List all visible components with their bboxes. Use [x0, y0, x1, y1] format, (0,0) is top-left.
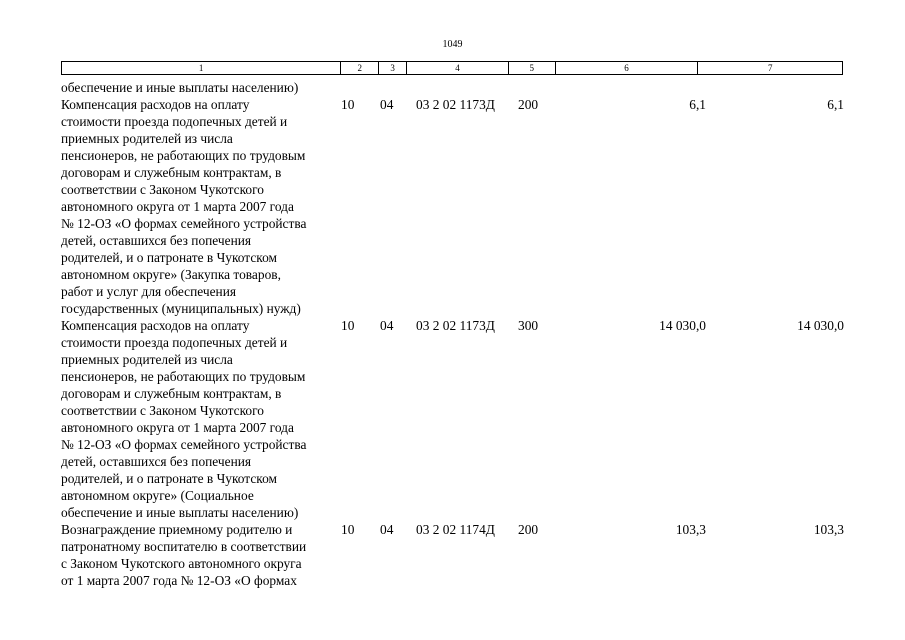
amount-column-6: 14 030,0	[659, 318, 706, 333]
target-article-code: 03 2 02 1174Д	[416, 522, 495, 537]
description-line: родителей, и о патронате в Чукотском	[61, 250, 278, 265]
table-rows	[61, 96, 851, 589]
description-line: договорам и служебным контрактам, в	[61, 165, 282, 180]
table-body	[61, 79, 851, 589]
description-line: Компенсация расходов на оплату	[61, 97, 250, 112]
description-line: Компенсация расходов на оплату	[61, 318, 250, 333]
amount-column-6: 6,1	[689, 97, 706, 112]
subsection-code: 04	[380, 318, 394, 333]
description-line: стоимости проезда подопечных детей и	[61, 114, 288, 129]
header-cell-1: 1	[62, 62, 341, 74]
section-code: 10	[341, 318, 355, 333]
description-line: от 1 марта 2007 года № 12-ОЗ «О формах	[61, 573, 297, 588]
amount-column-7: 6,1	[827, 97, 844, 112]
section-code: 10	[341, 97, 355, 112]
description-line: детей, оставшихся без попечения	[61, 454, 252, 469]
description-line: автономного округа от 1 марта 2007 года	[61, 199, 294, 214]
description-line: пенсионеров, не работающих по трудовым	[61, 148, 306, 163]
description-line: родителей, и о патронате в Чукотском	[61, 471, 278, 486]
table-header	[61, 61, 843, 75]
continuation-text: обеспечение и иные выплаты населению)	[61, 80, 299, 95]
amount-column-7: 103,3	[813, 522, 844, 537]
expense-type-code: 200	[518, 97, 539, 112]
header-cell-2: 2	[341, 62, 379, 74]
section-code: 10	[341, 522, 355, 537]
description-line: автономном округе» (Закупка товаров,	[61, 267, 281, 282]
description-line: № 12-ОЗ «О формах семейного устройства	[61, 216, 307, 231]
expense-type-code: 200	[518, 522, 539, 537]
header-cell-3: 3	[379, 62, 407, 74]
description-line: договорам и служебным контрактам, в	[61, 386, 282, 401]
header-cell-5: 5	[509, 62, 556, 74]
description-line: автономном округе» (Социальное	[61, 488, 254, 503]
description-line: № 12-ОЗ «О формах семейного устройства	[61, 437, 307, 452]
description-line: с Законом Чукотского автономного округа	[61, 556, 302, 571]
table-row	[61, 317, 843, 521]
subsection-code: 04	[380, 97, 394, 112]
header-cell-6: 6	[556, 62, 699, 74]
description-line: работ и услуг для обеспечения	[61, 284, 237, 299]
row-description	[61, 96, 345, 317]
description-line: соответствии с Законом Чукотского	[61, 403, 264, 418]
amount-column-7: 14 030,0	[797, 318, 844, 333]
target-article-code: 03 2 02 1173Д	[416, 318, 495, 333]
table-row	[61, 521, 843, 589]
description-line: стоимости проезда подопечных детей и	[61, 335, 288, 350]
page-number: 1049	[442, 39, 463, 50]
description-line: Вознаграждение приемному родителю и	[61, 522, 293, 537]
expense-type-code: 300	[518, 318, 539, 333]
header-cell-4: 4	[407, 62, 509, 74]
description-line: патронатному воспитателю в соответствии	[61, 539, 307, 554]
description-line: обеспечение и иные выплаты населению)	[61, 505, 299, 520]
description-line: автономного округа от 1 марта 2007 года	[61, 420, 294, 435]
description-line: пенсионеров, не работающих по трудовым	[61, 369, 306, 384]
amount-column-6: 103,3	[675, 522, 706, 537]
row-description	[61, 521, 345, 589]
description-line: приемных родителей из числа	[61, 352, 233, 367]
description-line: детей, оставшихся без попечения	[61, 233, 252, 248]
target-article-code: 03 2 02 1173Д	[416, 97, 495, 112]
description-line: государственных (муниципальных) нужд)	[61, 301, 301, 316]
table-row	[61, 96, 843, 317]
description-line: приемных родителей из числа	[61, 131, 233, 146]
row-description	[61, 317, 345, 521]
description-line: соответствии с Законом Чукотского	[61, 182, 264, 197]
subsection-code: 04	[380, 522, 394, 537]
header-cell-7: 7	[767, 63, 773, 73]
